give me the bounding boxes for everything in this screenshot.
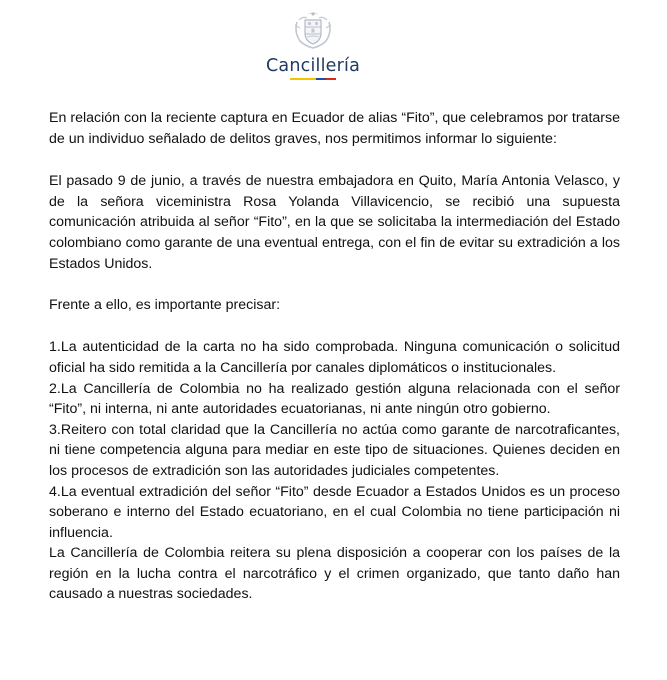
- brand-name: Cancillería: [266, 56, 360, 76]
- flag-yellow-stripe: [290, 78, 316, 80]
- point-2: 2.La Cancillería de Colombia no ha realizado gestión alguna relacionada con el señor “Fito”, ni interna, ni ante autoridades ecuatorianas, ni ante ningún otro gobierno.: [49, 380, 620, 418]
- flag-blue-stripe: [316, 78, 326, 80]
- point-1: 1.La autenticidad de la carta no ha sido comprobada. Ninguna comunicación o solicitud oficial ha sido remitida a la Cancillería por canales diplomáticos o institucionales.: [49, 339, 620, 376]
- flag-stripe: [258, 78, 368, 80]
- point-4: 4.La eventual extradición del señor “Fito” desde Ecuador a Estados Unidos es un proceso soberano e interno del Estado ecuatoriano, en el cual Colombia no tiene participación ni influencia.: [49, 483, 620, 541]
- closing-paragraph: La Cancillería de Colombia reitera su plena disposición a cooperar con los países de la región en la lucha contra el narcotráfico y el crimen organizado, que tanto daño han causado a nuestras sociedades.: [49, 545, 620, 603]
- statement-body: [49, 108, 620, 605]
- colombia-coat-of-arms-icon: [291, 8, 335, 52]
- intro-paragraph: En relación con la reciente captura en Ecuador de alias “Fito”, que celebramos por tratarse de un individuo señalado de delitos graves, nos permitimos informar lo siguiente:: [49, 110, 620, 147]
- lead-in-paragraph: Frente a ello, es importante precisar:: [49, 296, 281, 313]
- letterhead: [0, 8, 667, 88]
- point-3: 3.Reitero con total claridad que la Cancillería no actúa como garante de narcotraficantes, ni tiene competencia alguna para mediar en este tipo de situaciones. Quienes deciden en los procesos de extradición son las autoridades judiciales competentes.: [49, 421, 620, 479]
- context-paragraph: El pasado 9 de junio, a través de nuestra embajadora en Quito, María Antonia Velasco, y de la señora viceministra Rosa Yolanda Villavicencio, se recibió una supuesta comunicación atribuida al señor “Fito”, en la que se solicitaba la intermediación del Estado colombiano como garante de una eventual entrega, con el fin de evitar su extradición a los Estados Unidos.: [49, 173, 620, 272]
- flag-red-stripe: [326, 78, 336, 80]
- cancilleria-logo: [258, 8, 368, 86]
